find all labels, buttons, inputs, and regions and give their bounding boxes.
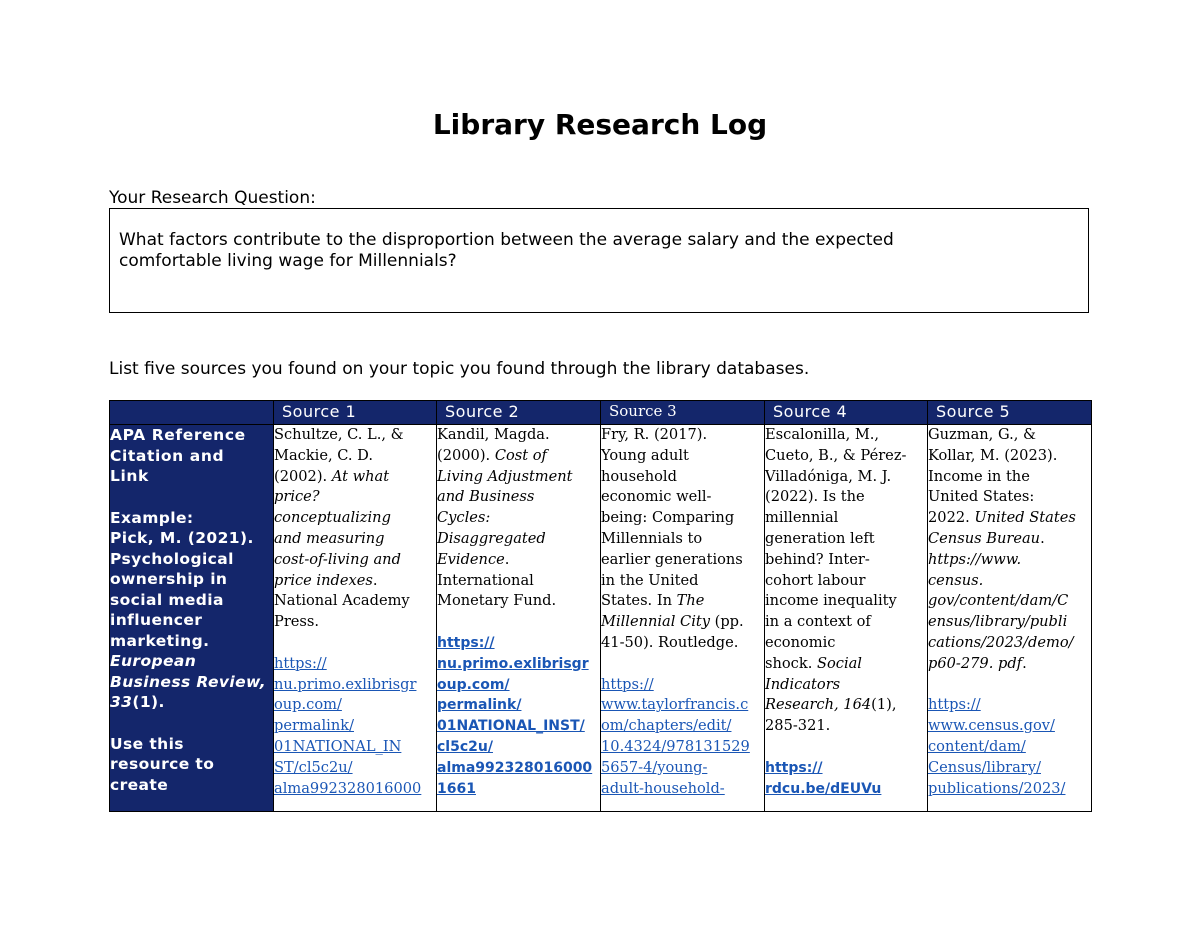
research-question-text-line-1: What factors contribute to the disproportion between the average salary and the expected [119,230,894,250]
citation-line: Guzman, G., & [928,426,1037,443]
link-line[interactable]: https:// [437,634,495,651]
header-source-3: Source 3 [601,401,765,425]
link-line[interactable]: 01NATIONAL_INST/ [437,718,585,735]
row-header-apa-citation [110,425,274,812]
example-volume: 33 [110,693,133,711]
citation-publisher: Press. [274,613,320,631]
citation-journal: Indicators [765,675,841,693]
citation-punct: . [372,571,378,589]
example-journal: European [110,652,197,670]
header-source-1: Source 1 [274,401,437,425]
citation-line: Fry, R. (2017). [601,426,708,443]
citation-year: (2002). [274,467,332,485]
citation-url-line: gov/content/dam/C [928,592,1069,610]
example-issue: (1). [132,693,165,711]
citation-title-line: conceptualizing [274,509,391,527]
citation-punct: . [1040,529,1045,547]
source-4-link[interactable] [765,758,927,800]
header-source-5: Source 5 [928,401,1092,425]
source-5-citation [928,425,1092,812]
link-line[interactable]: oup.com/ [274,696,342,714]
citation-title-line: Living Adjustment [437,467,573,485]
citation-title-line: price indexes [274,571,373,589]
citation-title-line: cost-of-living and [274,550,401,568]
citation-line: economic [765,633,836,651]
link-line[interactable]: https:// [928,696,981,714]
link-line[interactable]: 01NATIONAL_IN [274,737,402,755]
citation-in: States. In [601,592,677,610]
citation-title: Cost of [494,446,547,464]
link-line[interactable]: permalink/ [274,717,354,735]
sources-instructions: List five sources you found on your topic you found through the library databases. [109,359,810,379]
citation-url-line: cations/2023/demo/ [928,633,1074,651]
link-line[interactable]: 10.4324/978131529 [601,737,750,755]
citation-line: economic well- [601,488,712,506]
citation-publisher: United States [974,509,1076,527]
link-line[interactable]: rdcu.be/dEUVu [765,780,882,797]
use-resource-line: create [110,775,169,794]
citation-line: (2022). Is the [765,488,865,506]
research-log-table [109,400,1092,812]
citation-pages-line: 41-50). Routledge. [601,633,739,651]
source-2-link[interactable] [437,633,600,799]
example-line: marketing. [110,631,210,650]
source-1-citation [274,425,437,812]
citation-journal: Research, 164 [765,696,872,714]
link-line[interactable]: 5657-4/young- [601,758,708,776]
link-line[interactable]: alma992328016000 [437,759,593,776]
citation-line: Young adult [601,446,689,464]
research-question-text-line-2: comfortable living wage for Millennials? [119,251,457,271]
research-question-label: Your Research Question: [109,188,316,208]
citation-punct: . [1022,654,1027,672]
citation-line: in a context of [765,613,871,631]
citation-line: Kollar, M. (2023). [928,446,1058,464]
source-5-link[interactable] [928,695,1091,799]
citation-title-line: and measuring [274,529,385,547]
citation-publisher: Census Bureau [928,529,1041,547]
source-1-link[interactable] [274,654,436,800]
header-source-4: Source 4 [765,401,928,425]
header-source-2: Source 2 [437,401,601,425]
use-resource-line: Use this [110,734,184,753]
link-line[interactable]: Census/library/ [928,758,1041,776]
link-line[interactable]: content/dam/ [928,737,1026,755]
citation-issue: (1), [871,696,897,714]
use-resource-line: resource to [110,755,215,773]
citation-title-line: and Business [437,488,535,506]
citation-publisher: National Academy [274,592,410,610]
link-line[interactable]: 1661 [437,780,476,797]
example-journal: Business Review, [110,672,267,691]
citation-url-line: https://www. [928,550,1022,568]
header-corner-cell [110,401,274,425]
row-header-label-line: Citation and [110,446,225,465]
link-line[interactable]: alma992328016000 [274,779,422,797]
citation-pages-line: 285-321. [765,717,831,735]
citation-punct: . [504,550,510,568]
citation-line: income inequality [765,592,897,610]
link-line[interactable]: https:// [601,675,654,693]
source-2-citation [437,425,601,812]
citation-url-line: ensus/library/publi [928,613,1068,631]
link-line[interactable]: publications/2023/ [928,779,1066,797]
citation-line: household [601,467,677,485]
citation-line: generation left [765,529,875,547]
link-line[interactable]: permalink/ [437,697,522,714]
example-line: Pick, M. (2021). [110,529,254,547]
example-line: social media [110,590,224,609]
citation-line: earlier generations [601,550,743,568]
citation-year: (2000). [437,446,495,464]
source-4-citation [765,425,928,812]
citation-line: Villadóniga, M. J. [765,467,892,485]
citation-line: Escalonilla, M., [765,426,880,443]
source-3-link[interactable] [601,675,764,800]
citation-title-line: Cycles: [437,509,491,527]
row-header-label-line: APA Reference [110,426,246,444]
link-line[interactable]: adult-household- [601,779,725,797]
citation-url-line: census. [928,571,984,589]
example-line: ownership in [110,570,228,588]
link-line[interactable]: https:// [274,654,327,672]
citation-url-line: p60-279. pdf [928,654,1023,672]
link-line[interactable]: www.census.gov/ [928,717,1055,735]
example-line: influencer [110,611,203,629]
link-line[interactable]: cl5c2u/ [437,738,493,755]
source-3-citation [601,425,765,812]
citation-line: behind? Inter- [765,550,870,568]
citation-publisher: International [437,571,534,589]
citation-year: 2022. [928,509,975,527]
citation-line: Kandil, Magda. [437,426,550,443]
citation-title-line: Disaggregated [437,529,546,547]
citation-line: Income in the [928,467,1030,485]
citation-line: being: Comparing [601,509,735,527]
citation-line: cohort labour [765,571,866,589]
link-line[interactable]: oup.com/ [437,676,510,693]
link-line[interactable]: ST/cl5c2u/ [274,758,353,776]
citation-line: United States: [928,488,1035,506]
citation-line: millennial [765,509,839,527]
citation-pages: (pp. [710,613,744,631]
citation-title-line: Evidence [437,550,505,568]
citation-publisher: Monetary Fund. [437,592,557,610]
citation-line: Cueto, B., & Pérez- [765,446,907,464]
link-line[interactable]: www.taylorfrancis.c [601,696,749,714]
citation-line: Millennials to [601,529,703,547]
example-line: Psychological [110,549,234,568]
table-row [110,425,1092,812]
link-line[interactable]: nu.primo.exlibrisgr [274,675,417,693]
example-label: Example: [110,508,194,527]
row-header-label-line: Link [110,467,149,485]
citation-line: Schultze, C. L., & [274,426,404,443]
citation-book: Millennial City [601,613,710,631]
citation-title-line: price? [274,488,320,506]
link-line[interactable]: https:// [765,759,823,776]
link-line[interactable]: om/chapters/edit/ [601,717,732,735]
link-line[interactable]: nu.primo.exlibrisgr [437,655,589,672]
citation-line: in the United [601,571,699,589]
research-question-box[interactable] [109,208,1089,313]
page-title: Library Research Log [432,108,768,141]
citation-line: Mackie, C. D. [274,446,373,464]
citation-book: The [676,592,705,610]
citation-shock: shock. [765,654,817,672]
citation-title: At what [331,467,390,485]
citation-journal: Social [816,654,862,672]
table-header-row [110,401,1092,425]
